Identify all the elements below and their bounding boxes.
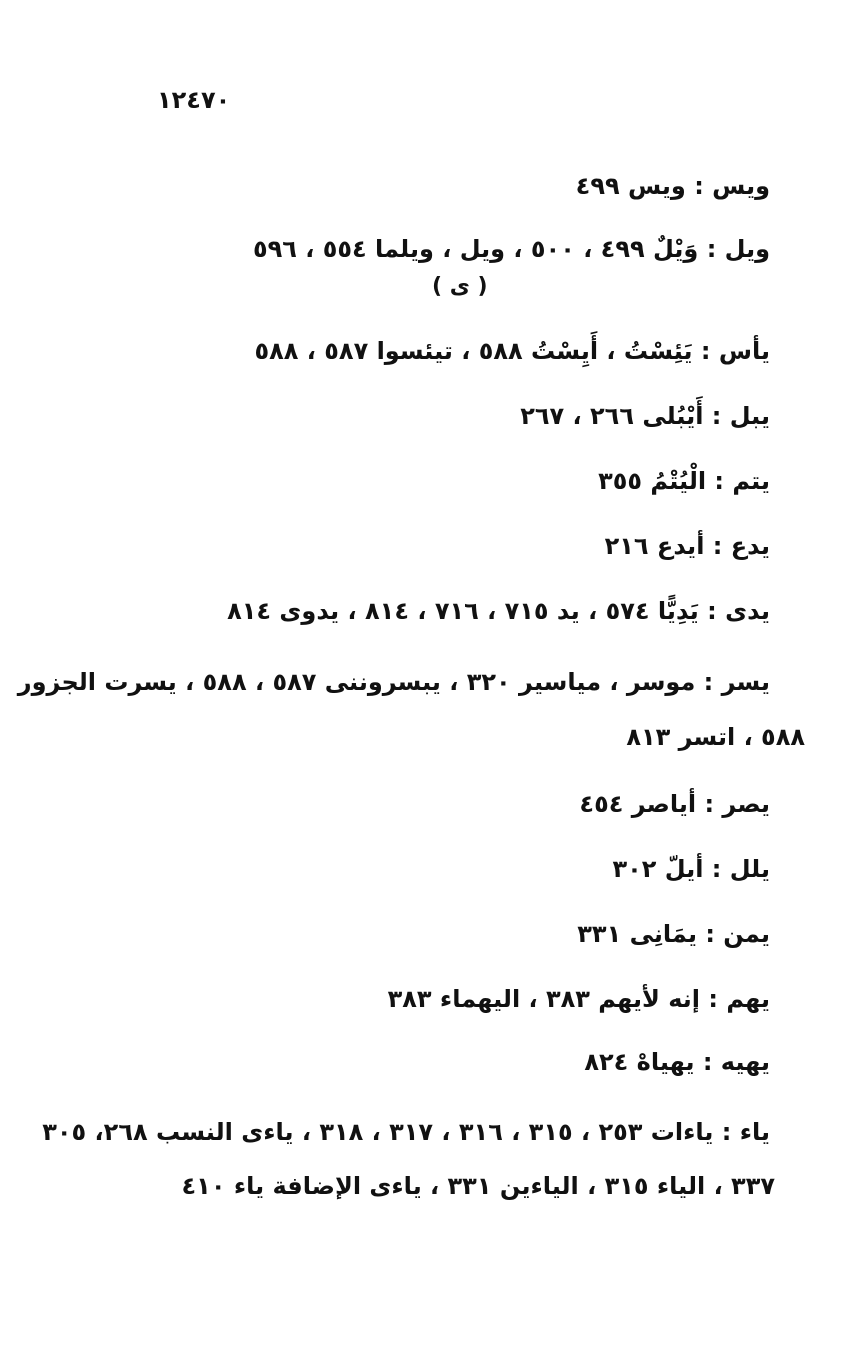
index-entry-yas: يأس : يَئِسْتُ ، أَيِسْتُ ٥٨٨ ، تيئسوا ٥٨٧ ، ٥٨٨: [254, 337, 770, 365]
index-entry-wyl: ويل : وَيْلٌ ٤٩٩ ، ٥٠٠ ، ويل ، ويلما ٥٥٤ ، ٥٩٦: [252, 235, 770, 263]
index-entry-yhyh: يهيه : يهياهْ ٨٢٤: [584, 1048, 770, 1076]
index-entry-ya-cont: ٣٣٧ ، الياء ٣١٥ ، الياءين ٣٣١ ، ياءى الإضافة ياء ٤١٠: [181, 1172, 775, 1200]
index-entry-ysr2: يصر : أياصر ٤٥٤: [579, 790, 770, 818]
index-entry-yhm: يهم : إنه لأيهم ٣٨٣ ، اليهماء ٣٨٣: [387, 985, 770, 1013]
index-entry-ysr-cont: ٥٨٨ ، اتسر ٨١٣: [626, 723, 805, 751]
index-entry-ytm: يتم : الْيُتْمُ ٣٥٥: [598, 467, 770, 495]
index-entry-ymn: يمن : يمَانِى ٣٣١: [577, 920, 770, 948]
index-entry-wys: ويس : ويس ٤٩٩: [575, 172, 770, 200]
index-entry-ysr: يسر : موسر ، مياسير ٣٢٠ ، يبسروننى ٥٨٧ ، ٥٨٨ ، يسرت الجزور: [17, 668, 770, 696]
page-number: ١٢٤٧٠: [157, 86, 231, 114]
index-entry-yll: يلل : أيلّ ٣٠٢: [612, 855, 770, 883]
index-entry-yd: يدع : أيدع ٢١٦: [604, 532, 770, 560]
index-entry-ya: ياء : ياءات ٢٥٣ ، ٣١٥ ، ٣١٦ ، ٣١٧ ، ٣١٨ ، ياءى النسب ٢٦٨، ٣٠٥: [42, 1118, 770, 1146]
index-entry-ybl: يبل : أَيْبُلى ٢٦٦ ، ٢٦٧: [520, 402, 770, 430]
section-letter: ( ى ): [432, 274, 488, 299]
index-entry-ydy: يدى : يَدِيًّا ٥٧٤ ، يد ٧١٥ ، ٧١٦ ، ٨١٤ ، يدوى ٨١٤: [227, 597, 770, 625]
